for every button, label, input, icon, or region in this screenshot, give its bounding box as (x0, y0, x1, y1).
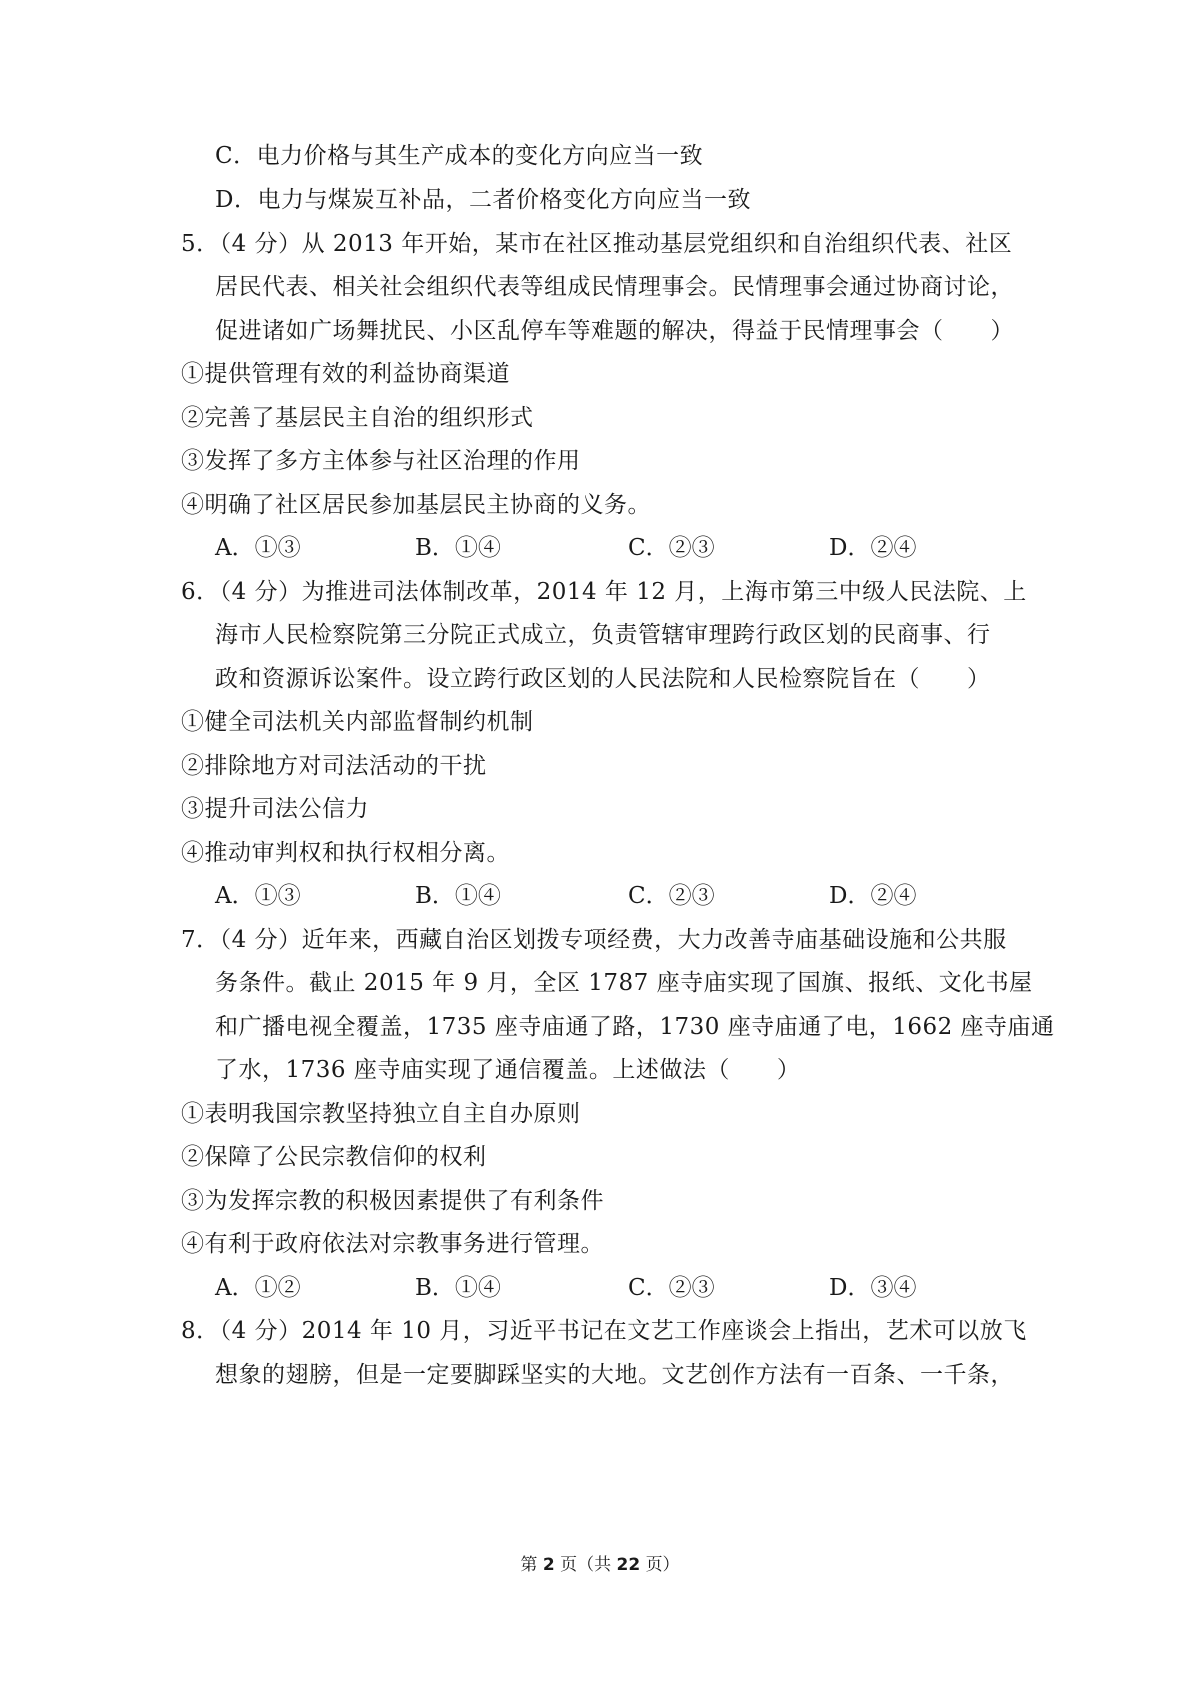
q8-stem-line-2: 想象的翅膀，但是一定要脚踩坚实的大地。文艺创作方法有一百条、一千条， (215, 1362, 1014, 1388)
q7-option-d: D．③④ (829, 1275, 917, 1301)
footer-prefix: 第 (520, 1555, 538, 1575)
q4-option-c: C．电力价格与其生产成本的变化方向应当一致 (215, 143, 704, 169)
q7-item-1: ①表明我国宗教坚持独立自主自办原则 (181, 1101, 581, 1127)
q6-stem-line-2: 海市人民检察院第三分院正式成立，负责管辖审理跨行政区划的民商事、行 (215, 622, 991, 648)
q6-item-1: ①健全司法机关内部监督制约机制 (181, 709, 534, 735)
footer-total-pages: 22 (616, 1555, 641, 1575)
q6-option-a: A．①③ (215, 883, 301, 909)
q5-option-b: B．①④ (415, 535, 501, 561)
q4-option-d: D．电力与煤炭互补品，二者价格变化方向应当一致 (215, 187, 751, 213)
q5-stem-line-3: 促进诸如广场舞扰民、小区乱停车等难题的解决，得益于民情理事会（ ） (215, 318, 1014, 344)
q7-option-b: B．①④ (415, 1275, 501, 1301)
q6-item-2: ②排除地方对司法活动的干扰 (181, 753, 487, 779)
q6-item-3: ③提升司法公信力 (181, 796, 369, 822)
q5-item-1: ①提供管理有效的利益协商渠道 (181, 361, 510, 387)
q5-option-d: D．②④ (829, 535, 917, 561)
q7-option-a: A．①② (215, 1275, 301, 1301)
q5-option-a: A．①③ (215, 535, 301, 561)
page-footer (0, 1553, 1200, 1577)
q5-item-3: ③发挥了多方主体参与社区治理的作用 (181, 448, 581, 474)
q5-item-4: ④明确了社区居民参加基层民主协商的义务。 (181, 492, 651, 518)
q7-stem-line-2: 务条件。截止 2015 年 9 月，全区 1787 座寺庙实现了国旗、报纸、文化书屋 (215, 970, 1033, 996)
footer-middle: 页（共 (560, 1555, 612, 1575)
q6-option-b: B．①④ (415, 883, 501, 909)
q6-option-c: C．②③ (628, 883, 715, 909)
q6-item-4: ④推动审判权和执行权相分离。 (181, 840, 510, 866)
q8-stem-line-1: 8．（4 分）2014 年 10 月，习近平书记在文艺工作座谈会上指出，艺术可以放飞 (181, 1318, 1027, 1344)
q7-stem-line-3: 和广播电视全覆盖，1735 座寺庙通了路，1730 座寺庙通了电，1662 座寺庙通 (215, 1014, 1055, 1040)
footer-page-number: 2 (542, 1555, 555, 1575)
q6-stem-line-1: 6．（4 分）为推进司法体制改革，2014 年 12 月，上海市第三中级人民法院、上 (181, 579, 1027, 605)
q7-stem-line-1: 7．（4 分）近年来，西藏自治区划拨专项经费，大力改善寺庙基础设施和公共服 (181, 927, 1007, 953)
q6-stem-line-3: 政和资源诉讼案件。设立跨行政区划的人民法院和人民检察院旨在（ ） (215, 666, 991, 692)
q7-option-c: C．②③ (628, 1275, 715, 1301)
q5-option-c: C．②③ (628, 535, 715, 561)
q7-item-3: ③为发挥宗教的积极因素提供了有利条件 (181, 1188, 604, 1214)
q5-stem-line-2: 居民代表、相关社会组织代表等组成民情理事会。民情理事会通过协商讨论， (215, 274, 1014, 300)
q6-option-d: D．②④ (829, 883, 917, 909)
q7-item-2: ②保障了公民宗教信仰的权利 (181, 1144, 487, 1170)
q7-stem-line-4: 了水，1736 座寺庙实现了通信覆盖。上述做法（ ） (215, 1057, 801, 1083)
q5-item-2: ②完善了基层民主自治的组织形式 (181, 405, 534, 431)
footer-suffix: 页） (645, 1555, 680, 1575)
q5-stem-line-1: 5．（4 分）从 2013 年开始，某市在社区推动基层党组织和自治组织代表、社区 (181, 231, 1013, 257)
q7-item-4: ④有利于政府依法对宗教事务进行管理。 (181, 1231, 604, 1257)
